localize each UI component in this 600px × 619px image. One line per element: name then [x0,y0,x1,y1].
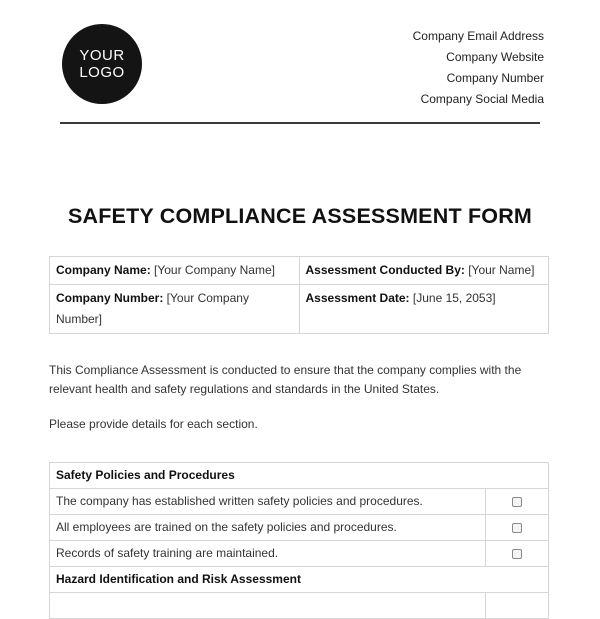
info-row [50,285,549,334]
checkbox-icon[interactable] [512,497,522,507]
checklist-item-checkbox-cell [486,515,549,541]
company-logo [62,24,142,104]
checklist-item-text: Records of safety training are maintained. [50,541,486,567]
form-title: SAFETY COMPLIANCE ASSESSMENT FORM [67,204,533,228]
assessment-date-label: Assessment Date: [305,291,410,305]
section-heading-hazard-identification: Hazard Identification and Risk Assessment [50,567,549,593]
company-website: Company Website [446,50,544,64]
company-name-cell [50,257,300,285]
company-number-value: [Your Company Number] [56,291,249,326]
conducted-by-cell [299,257,549,285]
checklist-row [50,593,549,619]
section-header-row [50,463,549,489]
intro-paragraph: This Compliance Assessment is conducted to ensure that the company complies with the relevant health and safety regulations and standards in the United States. [49,363,522,396]
assessment-date-value: [June 15, 2053] [409,291,496,305]
instruction-text: Please provide details for each section. [49,417,258,431]
section-header-row [50,567,549,593]
conducted-by-label: Assessment Conducted By: [305,263,465,277]
checklist-row [50,489,549,515]
assessment-date-cell [299,285,549,334]
checklist-item-text [50,593,486,619]
checklist-item-text: All employees are trained on the safety policies and procedures. [50,515,486,541]
checkbox-icon[interactable] [512,549,522,559]
company-social-media: Company Social Media [420,92,544,106]
company-number-cell [50,285,300,334]
company-name-label: Company Name: [56,263,151,277]
checklist-item-checkbox-cell [486,593,549,619]
company-email: Company Email Address [412,29,544,43]
checklist-item-checkbox-cell [486,489,549,515]
header-divider [60,122,540,124]
logo-line-1: YOUR [79,47,125,64]
checklist-item-text: The company has established written safety policies and procedures. [50,489,486,515]
logo-line-2: LOGO [79,64,125,81]
checklist-item-checkbox-cell [486,541,549,567]
company-contact-block [413,26,544,110]
checklist-row [50,515,549,541]
company-number-label: Company Number: [56,291,164,305]
checklist-row [50,541,549,567]
company-number: Company Number [446,71,544,85]
conducted-by-value: [Your Name] [464,263,535,277]
info-row [50,257,549,285]
section-heading-safety-policies: Safety Policies and Procedures [50,463,549,489]
checklist-table [49,462,549,619]
company-name-value: [Your Company Name] [150,263,275,277]
checkbox-icon[interactable] [512,523,522,533]
company-info-table [49,256,549,334]
